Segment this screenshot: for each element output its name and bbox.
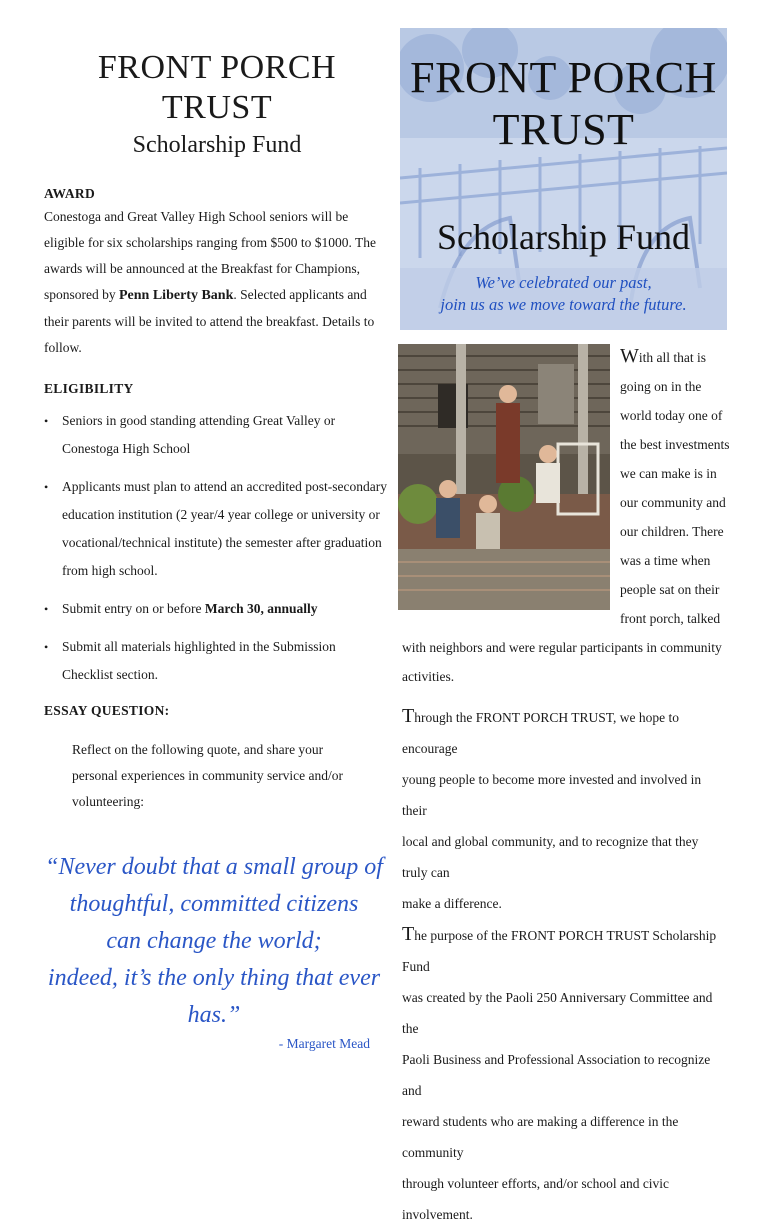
paragraph-line: young people to become more invested and involved in their <box>402 772 702 818</box>
intro-line: going on in the <box>620 379 702 394</box>
quote-line: indeed, it’s the only thing that ever has.” <box>47 965 381 1028</box>
paragraph-line: local and global community, and to recognize that they truly can <box>402 834 699 880</box>
purpose-paragraph <box>402 919 722 1230</box>
wrapped-intro <box>620 342 730 633</box>
drop-cap: T <box>402 705 415 727</box>
drop-cap: W <box>620 345 639 367</box>
page-subtitle: Scholarship Fund <box>132 132 302 158</box>
banner-subtitle: Scholarship Fund <box>436 217 690 257</box>
award-sponsor: Penn Liberty Bank <box>119 288 234 303</box>
paragraph-line: make a difference. <box>402 896 502 911</box>
left-column <box>44 48 390 1052</box>
banner-title-line: FRONT PORCH <box>410 53 717 102</box>
deadline: March 30, annually <box>204 601 318 616</box>
drop-cap: T <box>402 923 415 945</box>
paragraph-line: Paoli Business and Professional Association to recognize and <box>402 1052 711 1098</box>
intro-continued <box>402 633 722 691</box>
list-item <box>44 407 390 463</box>
intro-line: people sat on their <box>620 582 720 597</box>
intro-line: the best investments <box>620 437 730 452</box>
intro-line: we can make is in <box>620 466 717 481</box>
bullet-text: Seniors in good standing attending Great Valley or Conestoga High School <box>62 413 336 456</box>
bullet-text: Applicants must plan to attend an accredited post-secondary education institution (2 year/4 year college or university or vocational/technical institute) the semester after graduation from high school. <box>62 479 388 578</box>
right-column <box>402 342 730 1230</box>
banner <box>400 28 727 330</box>
bullet-icon: • <box>44 602 49 616</box>
intro-line <box>620 342 730 372</box>
quote-line: “Never doubt that a small group of <box>45 854 383 880</box>
award-text-1: Conestoga and Great Valley High School seniors will be eligible for six scholarships ranging from $500 to $1000. The awards will be announced at the Breakfast for Champions, sponsored by <box>44 209 376 302</box>
mead-quote <box>44 849 384 1034</box>
tagline-line: We’ve celebrated our past, <box>475 273 652 292</box>
list-item <box>44 633 390 689</box>
bullet-text: Submit entry on or before <box>62 601 205 616</box>
banner-tagline <box>400 272 727 316</box>
list-item <box>44 473 390 585</box>
paragraph-line: through volunteer efforts, and/or school and civic involvement. <box>402 1176 670 1222</box>
award-paragraph <box>44 204 390 361</box>
intro-line: world today one of <box>620 408 723 423</box>
bullet-icon: • <box>44 480 49 494</box>
bullet-icon: • <box>44 414 49 428</box>
intro-line: our community and <box>620 495 726 510</box>
quote-line: can change the world; <box>106 928 322 954</box>
essay-prompt: Reflect on the following quote, and share your personal experiences in community service and/or volunteering: <box>72 742 344 809</box>
intro-line: front porch, talked <box>620 611 721 626</box>
intro-line: our children. There <box>620 524 724 539</box>
bullet-text: Submit all materials highlighted in the Submission Checklist section. <box>62 639 336 682</box>
eligibility-heading: ELIGIBILITY <box>44 381 134 396</box>
intro-line: activities. <box>402 669 455 684</box>
intro-text: ith all that is <box>638 350 707 365</box>
banner-title <box>400 52 727 156</box>
intro-line: with neighbors and were regular participants in community <box>402 640 722 655</box>
tagline-line: join us as we move toward the future. <box>440 295 687 314</box>
essay-heading: ESSAY QUESTION: <box>44 703 170 718</box>
intro-line: was a time when <box>620 553 711 568</box>
quote-attribution: - Margaret Mead <box>278 1036 370 1051</box>
paragraph-line: was created by the Paoli 250 Anniversary Committee and the <box>402 990 713 1036</box>
paragraph-line: he purpose of the FRONT PORCH TRUST Scholarship Fund <box>402 928 717 974</box>
bullet-icon: • <box>44 640 49 654</box>
banner-title-line: TRUST <box>492 105 635 154</box>
eligibility-list <box>44 407 390 689</box>
award-text-2: . Selected applicants and their parents will be invited to attend the breakfast. Details to follow. <box>44 287 375 355</box>
quote-line: thoughtful, committed citizens <box>69 891 359 917</box>
paragraph-line: hrough the FRONT PORCH TRUST, we hope to encourage <box>402 710 679 756</box>
award-heading: AWARD <box>44 186 96 201</box>
list-item <box>44 595 390 623</box>
trust-paragraph <box>402 701 722 919</box>
paragraph-line: reward students who are making a difference in the community <box>402 1114 679 1160</box>
page-title: FRONT PORCH TRUST <box>97 49 337 126</box>
